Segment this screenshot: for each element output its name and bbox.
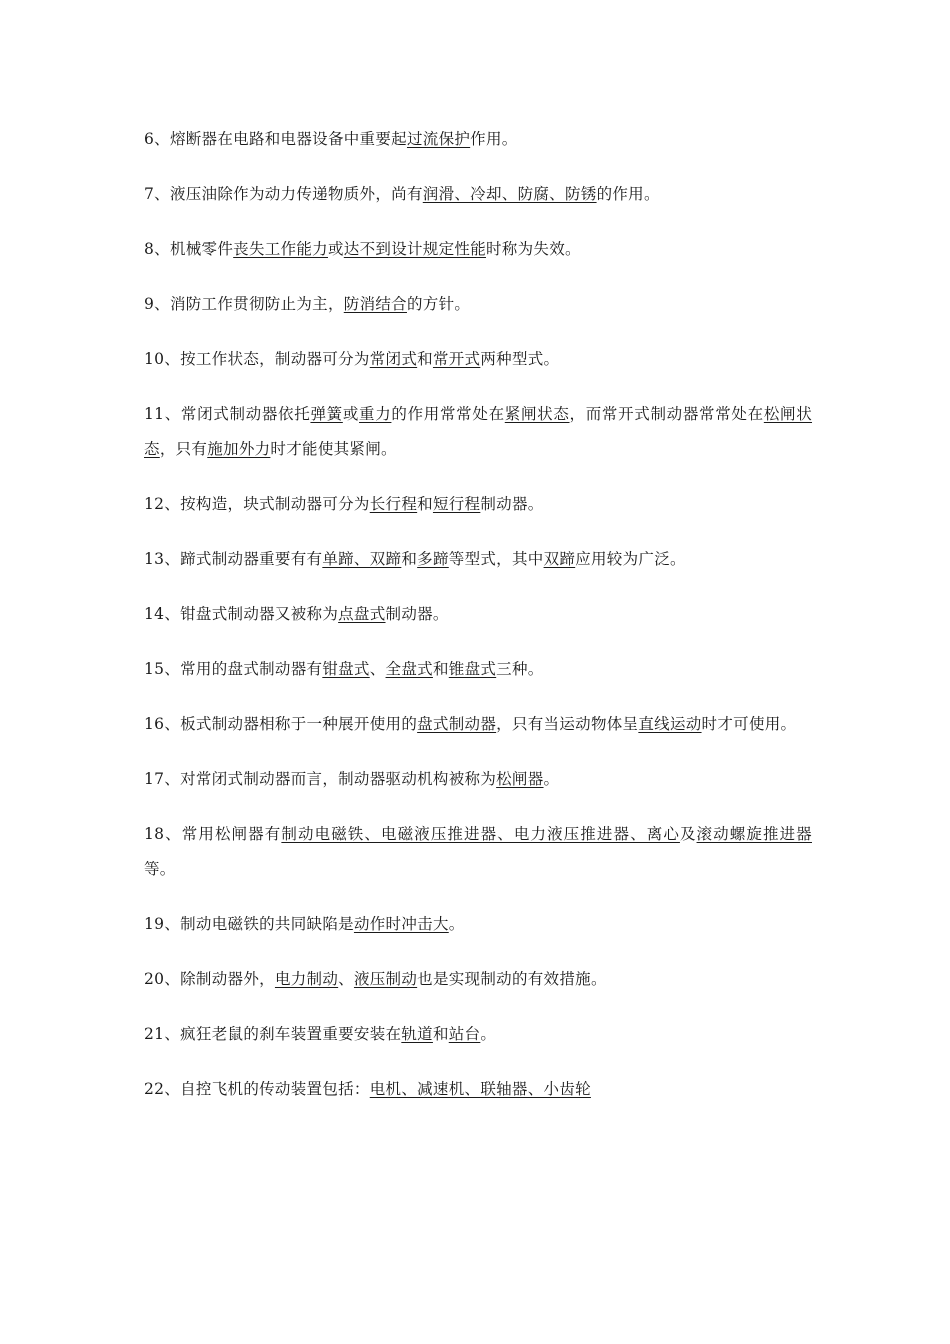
answer-blank: 电机、减速机、联轴器、小齿轮 [369, 1080, 591, 1098]
answer-blank: 松闸器 [496, 770, 544, 788]
question-text: 及 [679, 825, 697, 843]
answer-blank: 直线运动 [638, 715, 702, 733]
answer-blank: 单蹄、双蹄 [322, 550, 402, 568]
answer-blank: 站台 [448, 1025, 481, 1043]
question-text: 14、钳盘式制动器又被称为 [144, 605, 339, 623]
question-item [144, 542, 812, 577]
question-item [144, 397, 812, 467]
question-text: 21、疯狂老鼠的刹车装置重要安装在 [144, 1025, 402, 1043]
answer-blank: 锥盘式 [448, 660, 497, 678]
question-text: 三种。 [496, 660, 544, 678]
question-text: 或 [327, 240, 344, 258]
answer-blank: 全盘式 [385, 660, 433, 678]
question-item [144, 817, 812, 887]
question-text: 。 [480, 1025, 497, 1043]
question-item [144, 287, 812, 322]
answer-blank: 常开式 [432, 350, 481, 368]
question-text: 11、常闭式制动器依托 [144, 405, 311, 423]
answer-blank: 盘式制动器 [417, 715, 497, 733]
answer-blank: 紧闸状态 [504, 405, 570, 423]
question-text: 。 [543, 770, 560, 788]
question-text: 和 [417, 350, 433, 368]
question-item [144, 907, 812, 942]
question-item [144, 762, 812, 797]
question-text: ，只有当运动物体呈 [496, 715, 639, 733]
question-text: 18、常用松闸器有 [144, 825, 282, 843]
answer-blank: 丧失工作能力 [233, 240, 328, 258]
answer-blank: 滚动螺旋推进器 [696, 825, 812, 843]
question-text: 7、液压油除作为动力传递物质外，尚有 [144, 185, 423, 203]
question-text: 制动器。 [385, 605, 449, 623]
question-text: 20、除制动器外， [144, 970, 275, 988]
question-text: 等。 [144, 860, 176, 878]
question-item [144, 1017, 812, 1052]
question-text: 等型式，其中 [448, 550, 544, 568]
answer-blank: 多蹄 [417, 550, 449, 568]
question-text: ，而常开式制动器常常处在 [569, 405, 764, 423]
question-item [144, 122, 812, 157]
answer-blank: 制动电磁铁、电磁液压推进器、电力液压推进器、离心 [281, 825, 680, 843]
answer-blank: 防消结合 [343, 295, 407, 313]
answer-blank: 点盘式 [338, 605, 386, 623]
question-text: 作用。 [470, 130, 518, 148]
answer-blank: 长行程 [369, 495, 418, 513]
answer-blank: 双蹄 [543, 550, 576, 568]
question-text: 时才可使用。 [701, 715, 797, 733]
question-text: 制动器。 [480, 495, 544, 513]
question-text: 9、消防工作贯彻防止为主， [144, 295, 344, 313]
answer-blank: 重力 [359, 405, 392, 423]
answer-blank: 弹簧 [310, 405, 343, 423]
question-text: 17、对常闭式制动器而言，制动器驱动机构被称为 [144, 770, 497, 788]
answer-blank: 短行程 [432, 495, 481, 513]
question-text: 时称为失效。 [486, 240, 581, 258]
answer-blank: 电力制动 [274, 970, 339, 988]
question-text: 12、按构造，块式制动器可分为 [144, 495, 370, 513]
question-text: 19、制动电磁铁的共同缺陷是 [144, 915, 354, 933]
document-body [144, 122, 812, 1127]
question-item [144, 597, 812, 632]
question-item [144, 177, 812, 212]
question-text: 的方针。 [406, 295, 471, 313]
answer-blank: 达不到设计规定性能 [343, 240, 486, 258]
question-text: 6、熔断器在电路和电器设备中重要起 [144, 130, 407, 148]
question-text: 和 [432, 660, 449, 678]
question-text: 时才能使其紧闸。 [270, 440, 397, 458]
question-text: 和 [432, 1025, 449, 1043]
question-text: 、 [338, 970, 354, 988]
question-text: 或 [342, 405, 360, 423]
question-text: ，只有 [159, 440, 208, 458]
question-text: 的作用。 [596, 185, 660, 203]
question-text: 的作用常常处在 [391, 405, 505, 423]
question-text: 两种型式。 [480, 350, 560, 368]
question-item [144, 232, 812, 267]
question-text: 10、按工作状态，制动器可分为 [144, 350, 370, 368]
question-text: 8、机械零件 [144, 240, 234, 258]
answer-blank: 松闸状态 [144, 405, 813, 458]
answer-blank: 施加外力 [207, 440, 271, 458]
question-item [144, 707, 812, 742]
question-text: 和 [401, 550, 418, 568]
question-text: 。 [448, 915, 465, 933]
question-text: 22、自控飞机的传动装置包括： [144, 1080, 370, 1098]
question-text: 应用较为广泛。 [575, 550, 686, 568]
question-item [144, 487, 812, 522]
answer-blank: 钳盘式 [322, 660, 370, 678]
answer-blank: 动作时冲击大 [353, 915, 449, 933]
question-text: 15、常用的盘式制动器有 [144, 660, 323, 678]
question-text: 也是实现制动的有效措施。 [417, 970, 607, 988]
answer-blank: 常闭式 [369, 350, 418, 368]
answer-blank: 润滑、冷却、防腐、防锈 [422, 185, 597, 203]
answer-blank: 轨道 [401, 1025, 433, 1043]
answer-blank: 液压制动 [353, 970, 418, 988]
question-item [144, 652, 812, 687]
question-text: 16、板式制动器相称于一种展开使用的 [144, 715, 418, 733]
question-item [144, 1072, 812, 1107]
answer-blank: 过流保护 [406, 130, 471, 148]
question-item [144, 342, 812, 377]
question-text: 、 [369, 660, 386, 678]
question-item [144, 962, 812, 997]
question-text: 和 [417, 495, 433, 513]
question-text: 13、蹄式制动器重要有有 [144, 550, 323, 568]
